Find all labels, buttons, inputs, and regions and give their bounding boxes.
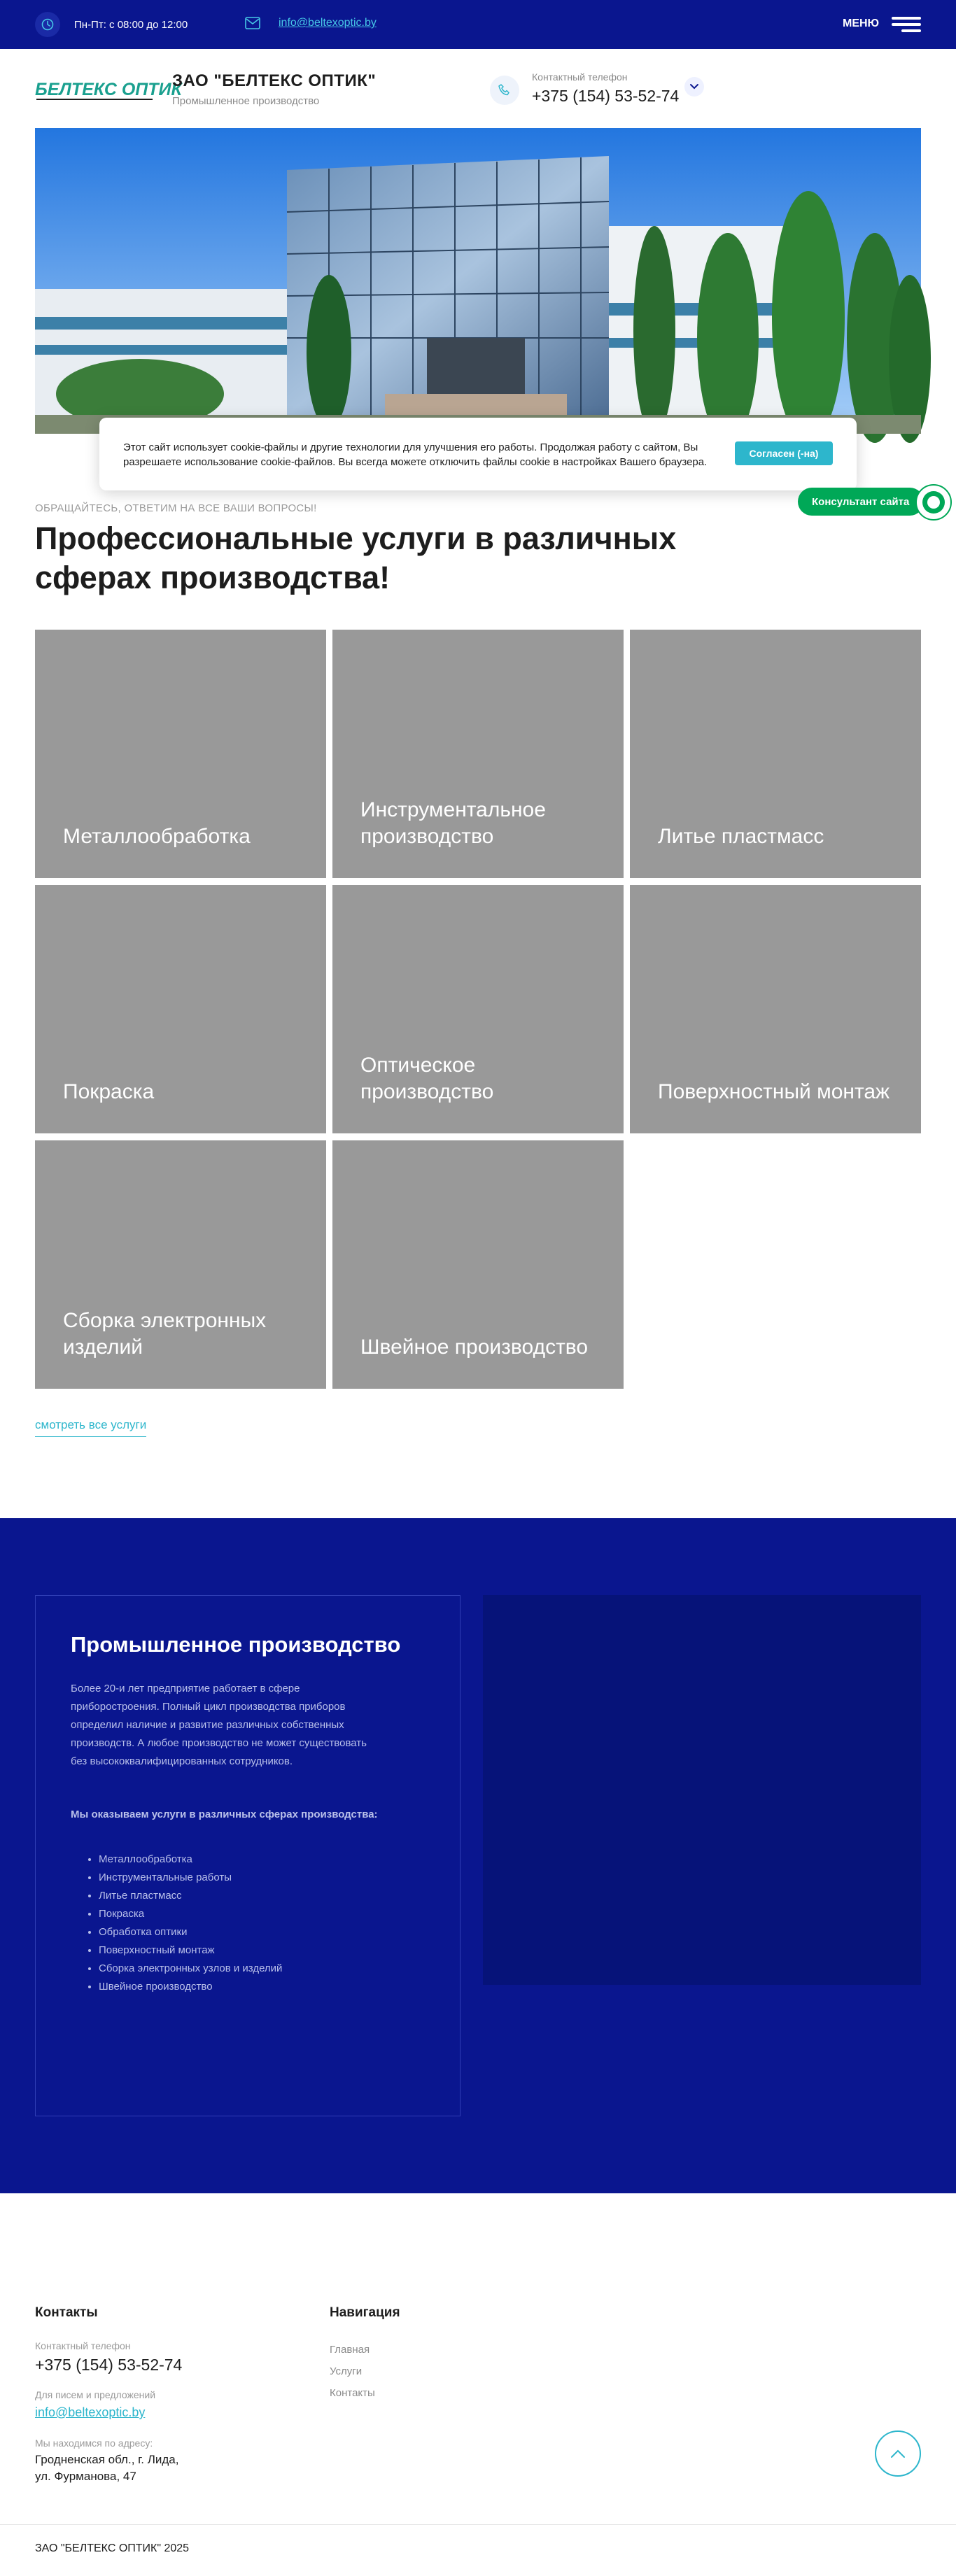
footer-phone[interactable]: +375 (154) 53-52-74	[35, 2356, 183, 2374]
service-card-title: Оптическое производство	[360, 1054, 494, 1103]
footer-divider	[0, 2524, 956, 2525]
scroll-top-button[interactable]	[875, 2430, 921, 2477]
mail-icon	[245, 17, 260, 29]
all-services-link[interactable]: смотреть все услуги	[35, 1418, 146, 1437]
phone-label: Контактный телефон	[532, 71, 628, 83]
list-item: • Поверхностный монтаж	[99, 1941, 282, 1960]
footer-nav-contacts[interactable]: Контакты	[330, 2387, 375, 2399]
about-services-heading: Мы оказываем услуги в различных сферах производства:	[71, 1809, 378, 1820]
footer-contacts-title: Контакты	[35, 2305, 98, 2320]
company-name: ЗАО "БЕЛТЕКС ОПТИК"	[172, 71, 377, 90]
clock-icon	[35, 12, 60, 37]
list-item: • Металлообработка	[99, 1850, 282, 1869]
phone-icon	[490, 76, 519, 105]
about-paragraph: Более 20-и лет предприятие работает в сфере приборостроения. Полный цикл производства приборов определил наличие и развитие различных собственных производств. А любое производство не может существовать без высококвалифицированных сотрудников.	[71, 1683, 367, 1767]
service-card[interactable]	[35, 885, 326, 1133]
service-card-title: Инструментальное производство	[360, 798, 546, 848]
service-card[interactable]	[630, 630, 921, 878]
hero-image	[35, 128, 921, 434]
footer-address-label: Мы находимся по адресу:	[35, 2437, 153, 2449]
company-subtitle: Промышленное производство	[172, 95, 320, 107]
service-card-title: Поверхностный монтаж	[658, 1080, 890, 1103]
footer-phone-label: Контактный телефон	[35, 2340, 131, 2351]
copyright: ЗАО "БЕЛТЕКС ОПТИК" 2025	[35, 2542, 190, 2554]
logo-text: БЕЛТЕКС ОПТИК	[35, 80, 182, 99]
footer-address-line1: Гродненская обл., г. Лида,	[35, 2453, 179, 2466]
site-header	[0, 49, 956, 129]
company-logo[interactable]	[35, 73, 182, 105]
service-card[interactable]	[35, 630, 326, 878]
list-item: • Обработка оптики	[99, 1923, 282, 1941]
services-title: Профессиональные услуги в различных сферах производства!	[35, 521, 677, 595]
service-card[interactable]	[630, 885, 921, 1133]
service-card[interactable]	[332, 885, 624, 1133]
about-services-list	[99, 1850, 282, 1996]
footer-nav-title: Навигация	[330, 2305, 400, 2320]
service-card-title: Литье пластмасс	[658, 825, 824, 848]
cookie-banner	[99, 418, 857, 490]
list-item: • Инструментальные работы	[99, 1869, 282, 1887]
about-section	[0, 1518, 956, 2193]
list-item: • Сборка электронных узлов и изделий	[99, 1960, 282, 1978]
site-consultant-widget[interactable]	[798, 486, 952, 518]
chat-icon[interactable]	[915, 484, 952, 521]
header-phone[interactable]: +375 (154) 53-52-74	[532, 87, 680, 105]
list-item: • Швейное производство	[99, 1978, 282, 1996]
list-item: • Литье пластмасс	[99, 1887, 282, 1905]
cookie-accept-button[interactable]: Согласен (-на)	[735, 441, 833, 465]
working-hours: Пн-Пт: с 08:00 до 12:00	[74, 19, 188, 31]
top-email-link[interactable]: info@beltexoptic.by	[279, 17, 377, 29]
footer-email-link[interactable]: info@beltexoptic.by	[35, 2405, 146, 2419]
footer-nav-services[interactable]: Услуги	[330, 2365, 363, 2377]
chevron-down-icon[interactable]	[684, 77, 704, 97]
top-bar	[0, 0, 956, 49]
about-text-box	[35, 1595, 461, 2116]
about-title: Промышленное производство	[71, 1632, 401, 1657]
menu-burger-icon[interactable]	[892, 17, 921, 32]
service-card[interactable]	[332, 630, 624, 878]
service-card-title: Покраска	[63, 1080, 155, 1103]
service-card[interactable]	[332, 1140, 624, 1389]
service-card[interactable]	[35, 1140, 326, 1389]
service-card-title: Металлообработка	[63, 825, 251, 848]
footer-email-label: Для писем и предложений	[35, 2389, 156, 2400]
footer-nav-home[interactable]: Главная	[330, 2344, 370, 2356]
service-card-title: Швейное производство	[360, 1336, 589, 1359]
cookie-text: Этот сайт использует cookie-файлы и другие технологии для улучшения его работы. Продолжая работу с сайтом, Вы разрешаете использование cookie-файлов. Вы всегда можете отключить файлы cookie в настройках Вашего браузера.	[123, 441, 708, 468]
footer-address-line2: ул. Фурманова, 47	[35, 2470, 136, 2483]
service-card-title: Сборка электронных изделий	[63, 1309, 267, 1359]
about-media-placeholder	[483, 1595, 921, 1985]
list-item: • Покраска	[99, 1905, 282, 1923]
menu-label[interactable]: МЕНЮ	[843, 17, 880, 29]
chevron-up-icon	[890, 2449, 906, 2458]
consultant-label[interactable]: Консультант сайта	[798, 488, 924, 516]
services-kicker: ОБРАЩАЙТЕСЬ, ОТВЕТИМ НА ВСЕ ВАШИ ВОПРОСЫ!	[35, 502, 317, 514]
